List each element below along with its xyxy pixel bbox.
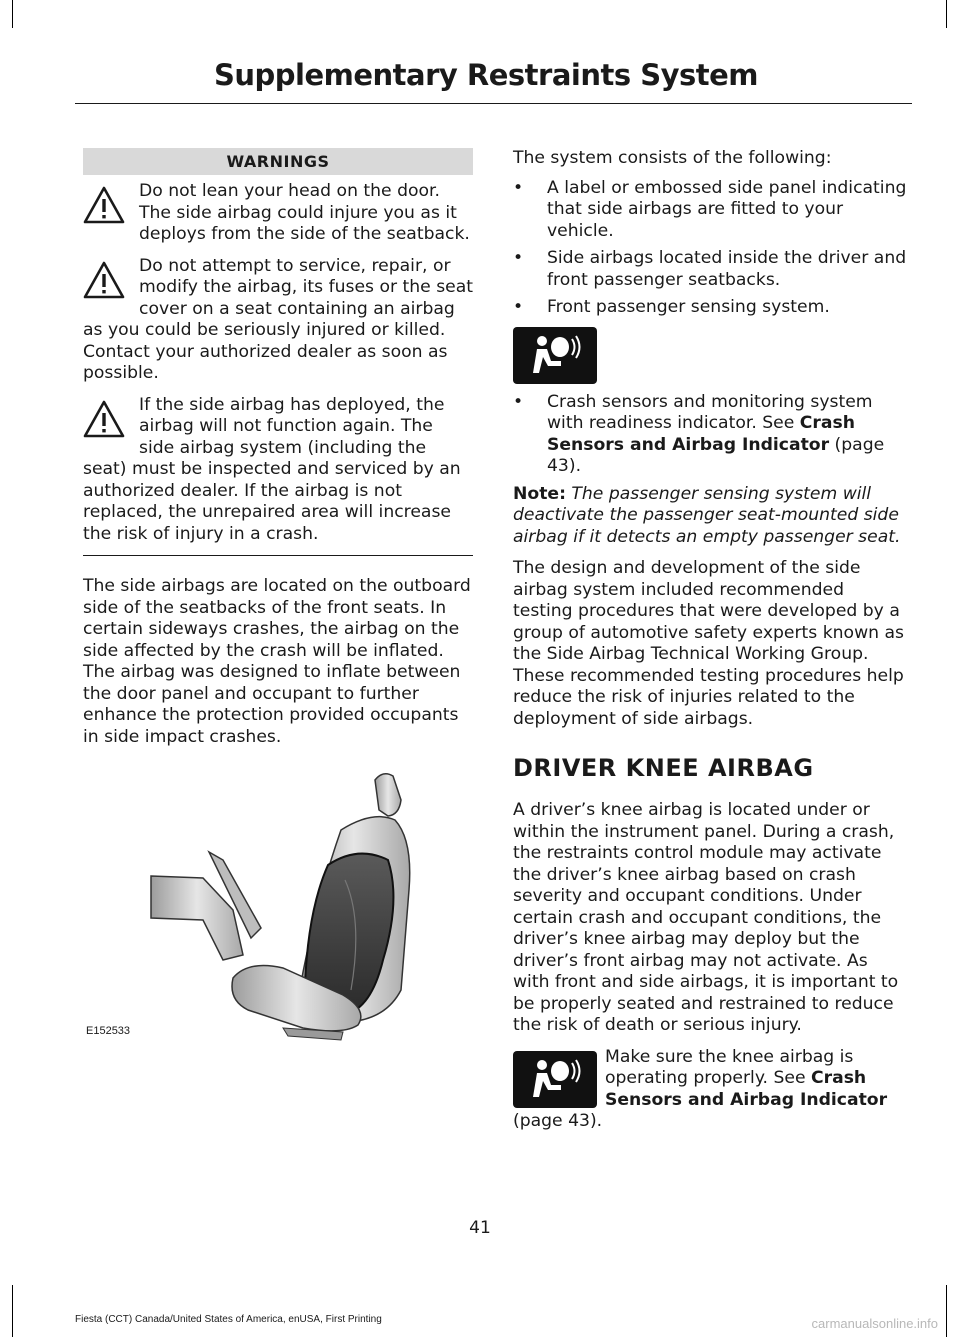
note-label: Note:	[513, 483, 566, 504]
section-heading-knee-airbag: DRIVER KNEE AIRBAG	[513, 754, 814, 782]
figure-id: E152533	[86, 1025, 131, 1037]
list-item-text: Side airbags located inside the driver and front passenger seatbacks.	[547, 248, 907, 290]
edition-footer: Fiesta (CCT) Canada/United States of America, enUSA, First Printing	[75, 1314, 382, 1325]
list-item-text: Crash sensors and monitoring system with readiness indicator. See	[547, 391, 873, 433]
system-components-list	[513, 178, 907, 319]
warning-triangle-icon	[83, 400, 137, 442]
bullet-dot: •	[513, 177, 524, 198]
page-reference: (page 43).	[547, 434, 885, 476]
crash-sensor-list	[513, 392, 907, 478]
list-item	[513, 297, 907, 319]
warning-item	[83, 395, 473, 546]
knee-airbag-paragraph: A driver’s knee airbag is located under or within the instrument panel. During a crash, the restraints control module may activate the driver’s knee airbag based on crash severity and occupant conditions. Under certain crash and occupant conditions, the driver’s knee airbag may deploy but the driver’s front airbag may not activate. As with front and side airbags, it is important to be properly seated and restrained to reduce the risk of death or serious injury.	[513, 800, 899, 1035]
system-intro: The system consists of the following:	[513, 148, 832, 168]
right-column	[513, 148, 907, 1143]
page-title: Supplementary Restraints System	[213, 58, 758, 92]
header-rule	[75, 103, 912, 104]
list-item	[513, 248, 907, 291]
warning-triangle-icon	[83, 261, 137, 303]
note-text: The passenger sensing system will deactivate the passenger seat-mounted side airbag if it detects an empty passenger seat.	[513, 483, 901, 547]
crash-sensors-link[interactable]: Crash Sensors and Airbag Indicator	[605, 1068, 888, 1110]
list-item-text: A label or embossed side panel indicating that side airbags are fitted to your vehicle.	[547, 177, 907, 241]
airbag-warning-icon	[513, 1051, 597, 1108]
side-airbag-paragraph: The side airbags are located on the outboard side of the seatbacks of the front seats. In certain sideways crashes, the airbag on the side affected by the crash will be inflated. The airbag was designed to inflate between the door panel and occupant to further enhance the protection provided occupants in side impact crashes.	[83, 576, 471, 747]
knee-airbag-check	[513, 1047, 907, 1133]
list-item-text: Front passenger sensing system.	[547, 297, 830, 317]
bullet-dot: •	[513, 297, 524, 317]
crop-mark-bottom-left	[12, 1285, 13, 1337]
crop-mark-top-left	[12, 0, 13, 28]
passenger-airbag-icon	[513, 327, 597, 384]
warning-item	[83, 181, 473, 246]
note	[513, 484, 907, 549]
page-number: 41	[469, 1218, 491, 1238]
crash-sensors-link[interactable]: Crash Sensors and Airbag Indicator	[547, 413, 855, 455]
seat-airbag-drawing	[83, 760, 473, 1045]
warning-triangle-icon	[83, 186, 137, 228]
side-airbag-seat-illustration	[83, 760, 473, 1045]
warning-text: Do not attempt to service, repair, or modify the airbag, its fuses or the seat cover on a seat containing an airbag as you could be seriously injured or killed. Contact your authorized dealer as soon as possible.	[83, 255, 473, 383]
bullet-dot: •	[513, 248, 524, 268]
warning-text: If the side airbag has deployed, the airbag will not function again. The side airbag system (including the seat) must be inspected and serviced by an authorized dealer. If the airbag is not replaced, the unrepaired area will increase the risk of injury in a crash.	[83, 394, 461, 544]
list-item	[513, 178, 907, 243]
bullet-dot: •	[513, 391, 524, 412]
warning-item	[83, 256, 473, 385]
warning-text: Do not lean your head on the door. The side airbag could injure you as it deploys from the side of the seatback.	[139, 181, 470, 244]
design-paragraph: The design and development of the side airbag system included recommended testing procedures that were developed by a group of automotive safety experts known as the Side Airbag Technical Working Group. These recommended testing procedures help reduce the risk of injuries related to the deployment of side airbags.	[513, 558, 904, 729]
crop-mark-bottom-right	[946, 1285, 947, 1337]
page-reference: (page 43).	[513, 1111, 603, 1131]
left-column	[83, 148, 473, 758]
list-item	[513, 392, 907, 478]
crop-mark-top-right	[946, 0, 947, 28]
warnings-heading: WARNINGS	[83, 148, 473, 175]
watermark: carmanualsonline.info	[811, 1316, 938, 1331]
warnings-end-rule	[83, 555, 473, 556]
knee-warn-body: Make sure the knee airbag is operating properly. See	[605, 1046, 854, 1088]
